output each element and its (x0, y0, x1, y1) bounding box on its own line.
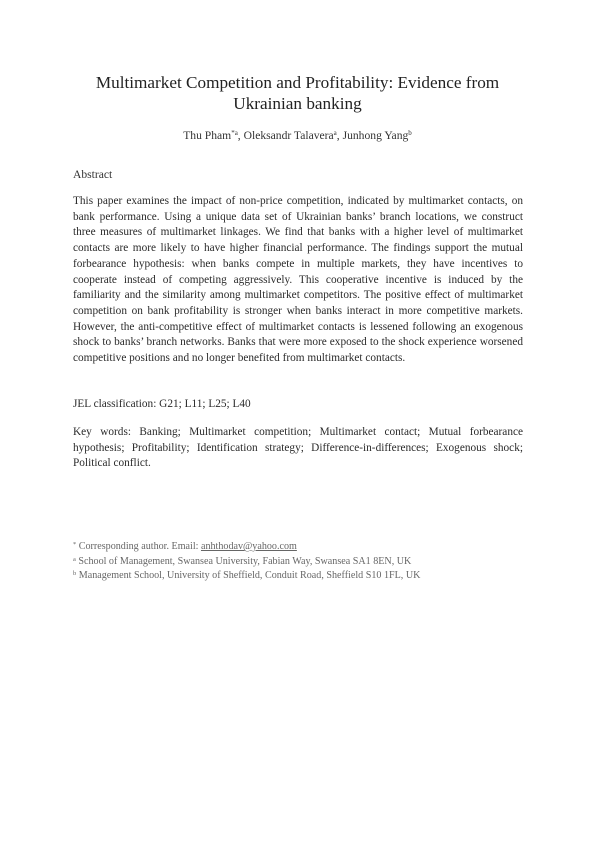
paper-title: Multimarket Competition and Profitability: Evidence from Ukrainian banking (95, 73, 500, 113)
author-name: Oleksandr Talavera (243, 129, 334, 142)
footnotes (73, 540, 420, 584)
author-separator: , (237, 129, 244, 142)
footnote-affiliation-b (73, 569, 420, 584)
footnote-text: School of Management, Swansea University, Fabian Way, Swansea SA1 8EN, UK (78, 555, 412, 567)
jel-classification: JEL classification: G21; L11; L25; L40 (73, 398, 251, 410)
footnote-text: Corresponding author. Email: (78, 541, 201, 552)
author-affiliation-mark: b (408, 129, 412, 137)
author-name: Thu Pham (183, 129, 232, 142)
author-affiliation-mark: a (333, 129, 337, 137)
keywords: Key words: Banking; Multimarket competition; Multimarket contact; Mutual forbearance hypothesis; Profitability; Identification strategy; Difference-in-differences; Exogenous shock; Political conflict. (73, 426, 523, 470)
author-separator: , (336, 129, 343, 142)
footnote-mark: * (73, 541, 77, 548)
footnote-mark: a (73, 555, 76, 563)
author-list (60, 129, 535, 143)
author-name: Junhong Yang (342, 129, 409, 142)
abstract-text: This paper examines the impact of non-price competition, indicated by multimarket contacts, on bank performance. Using a unique data set of Ukrainian banks’ branch locations, we construct three measures of multimarket linkages. We find that banks with a higher level of multimarket contacts are more likely to have higher financial performance. The findings support the mutual forbearance hypothesis: when banks compete in multiple markets, they have incentives to cooperate instead of competing aggressively. This cooperative incentive is induced by the familiarity and the similarity among multimarket competitors. The positive effect of multimarket competition on bank profitability is stronger when banks interact in more competitive markets. However, the anti-competitive effect of multimarket contacts is lessened following an exogenous shock to banks’ branch networks. Banks that were more exposed to the shock experience worsened competitive positions and no longer benefited from multimarket contacts. (73, 195, 523, 365)
email-link[interactable]: anhthodav@yahoo.com (200, 541, 297, 552)
footnote-mark: b (73, 570, 77, 578)
author-affiliation-mark: *a (231, 129, 238, 137)
abstract-heading: Abstract (73, 168, 113, 181)
footnote-corresponding-author (73, 540, 420, 555)
footnote-affiliation-a (73, 555, 420, 570)
footnote-text: Management School, University of Sheffield, Conduit Road, Sheffield S10 1FL, UK (78, 570, 421, 582)
